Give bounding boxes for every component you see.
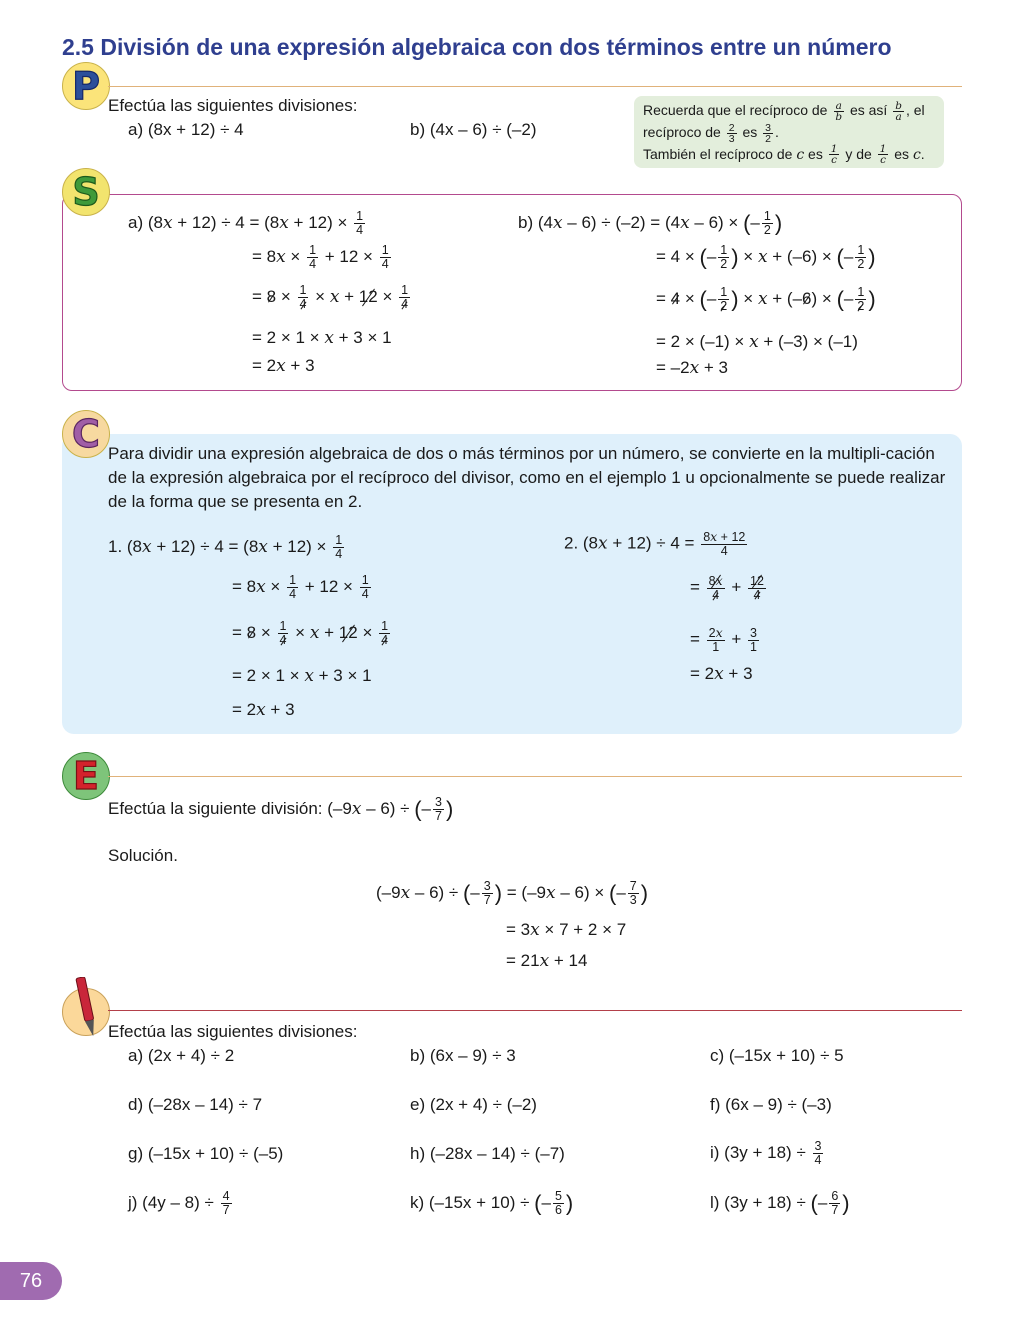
example-badge: E — [62, 752, 110, 800]
solution-b-step3: = 4 × (– $\frac{1}{2}$ ) × x + (–6) × (– $\frac{1}{2}$ ) — [656, 285, 876, 313]
pencil-icon — [62, 988, 110, 1036]
method2-step3: = $\frac{2x}{1}$ + $\frac{3}{1}$ — [690, 625, 757, 654]
method1-step2: = 8x × $\frac{1}{4}$ + 12 × $\frac{1}{4}$ — [232, 573, 369, 601]
page-number: 76 — [0, 1262, 62, 1300]
solution-b-step2: = 4 × (– $\frac{1}{2}$ ) × x + (–6) × (– $\frac{1}{2}$ ) — [656, 243, 876, 271]
exercise-e: e) (2x + 4) ÷ (–2) — [410, 1095, 537, 1114]
hint-text: Recuerda que el recíproco de — [643, 102, 828, 118]
conclusion-badge: C — [62, 410, 110, 458]
solution-b-result: = –2x + 3 — [656, 358, 728, 378]
exercise-i-text: i) (3y + 18) ÷ — [710, 1142, 806, 1162]
exercise-i: i) (3y + 18) ÷ $\frac{3}{4}$ — [710, 1139, 822, 1167]
conclusion-text: Para dividir una expresión algebraica de dos o más términos por un número, se convierte en la multipli-cación de la expresión algebraica por el recíproco del divisor, como en el ejemplo 1 u opcionalmente se puede realizar de la forma que se presenta en 2. — [108, 444, 946, 511]
solution-a-step3: = 8 × $\frac{1}{4}$ × x + 12 × $\frac{1}{4}$ — [252, 283, 409, 311]
exercise-f: f) (6x – 9) ÷ (–3) — [710, 1095, 832, 1114]
solution-a-step1: a) (8x + 12) ÷ 4 = (8x + 12) × $\frac{1}{4}$ — [128, 209, 364, 237]
example-statement: Efectúa la siguiente división: (–9x – 6) ÷ (– $\frac{3}{7}$ ) — [108, 795, 454, 823]
method1-step4: = 2 × 1 × x + 3 × 1 — [232, 666, 372, 686]
example-result: = 21x + 14 — [506, 951, 588, 971]
exercise-l-text: l) (3y + 18) ÷ — [710, 1192, 806, 1212]
hint-text: es — [808, 145, 823, 162]
exercise-d: d) (–28x – 14) ÷ 7 — [128, 1095, 263, 1114]
hint-text: También el recíproco de — [643, 145, 793, 162]
method2-step1: 2. (8x + 12) ÷ 4 = $\frac{8x + 12}{4}$ — [564, 529, 746, 558]
exercise-g: g) (–15x + 10) ÷ (–5) — [128, 1144, 284, 1163]
hint-text: recíproco de — [643, 123, 721, 140]
section-divider — [108, 776, 962, 777]
exercises-intro: Efectúa las siguientes divisiones: — [108, 1022, 358, 1041]
section-divider — [108, 1010, 962, 1011]
hint-text: es así — [849, 102, 888, 118]
method1-step3: = 8 × $\frac{1}{4}$ × x + 12 × $\frac{1}{4}$ — [232, 619, 389, 647]
example-statement-text: Efectúa la siguiente división: — [108, 798, 323, 818]
hint-text: es — [894, 145, 910, 162]
method2-result: = 2x + 3 — [690, 664, 753, 684]
solution-b-step1: b) (4x – 6) ÷ (–2) = (4x – 6) × (– $\frac{1}{2}$ ) — [518, 209, 783, 237]
problem-b: b) (4x – 6) ÷ (–2) — [410, 120, 537, 139]
exercise-c: c) (–15x + 10) ÷ 5 — [710, 1046, 844, 1065]
solution-label: Solución. — [108, 846, 178, 865]
example-step1: (–9x – 6) ÷ (– $\frac{3}{7}$ ) = (–9x – 6) × (– $\frac{7}{3}$ ) — [376, 879, 649, 907]
method1-result: = 2x + 3 — [232, 700, 295, 720]
hint-text: y de — [845, 145, 872, 162]
method1-step1: 1. (8x + 12) ÷ 4 = (8x + 12) × $\frac{1}{4}$ — [108, 533, 343, 561]
solution-b-step4: = 2 × (–1) × x + (–3) × (–1) — [656, 332, 858, 352]
hint-text: , el — [905, 102, 925, 118]
example-step2: = 3x × 7 + 2 × 7 — [506, 920, 627, 940]
solution-a-step4: = 2 × 1 × x + 3 × 1 — [252, 328, 392, 348]
exercise-j: j) (4y – 8) ÷ $\frac{4}{7}$ — [128, 1189, 230, 1217]
solution-badge: S — [62, 168, 110, 216]
problem-a: a) (8x + 12) ÷ 4 — [128, 120, 244, 139]
reciprocal-hint-box: Recuerda que el recíproco de $\frac{a}{b}$ es así $\frac{b}{a}$ , el recíproco de $\frac{2}{3}$ es $\frac{3}{2}$ . También el recíproco de c es $\frac{1}{c}$ y de $\frac{1}{c}$ es c. — [634, 96, 944, 168]
exercise-h: h) (–28x – 14) ÷ (–7) — [410, 1144, 565, 1163]
section-divider — [108, 86, 962, 87]
exercise-l: l) (3y + 18) ÷ (– $\frac{6}{7}$ ) — [710, 1189, 850, 1217]
solution-a-step2: = 8x × $\frac{1}{4}$ + 12 × $\frac{1}{4}$ — [252, 243, 389, 271]
problem-badge: P — [62, 62, 110, 110]
exercise-a: a) (2x + 4) ÷ 2 — [128, 1046, 235, 1065]
exercise-b: b) (6x – 9) ÷ 3 — [410, 1046, 516, 1065]
exercise-k-text: k) (–15x + 10) ÷ — [410, 1192, 530, 1212]
problem-intro: Efectúa las siguientes divisiones: — [108, 96, 358, 115]
method2-step2: = $\frac{8x}{4}$ + $\frac{12}{4}$ — [690, 573, 764, 602]
exercise-j-text: j) (4y – 8) ÷ — [128, 1192, 214, 1212]
page-title: 2.5 División de una expresión algebraica con dos términos entre un número — [62, 34, 892, 60]
hint-text: es — [742, 123, 758, 140]
solution-a-result: = 2x + 3 — [252, 356, 315, 376]
exercise-k: k) (–15x + 10) ÷ (– $\frac{5}{6}$ ) — [410, 1189, 574, 1217]
